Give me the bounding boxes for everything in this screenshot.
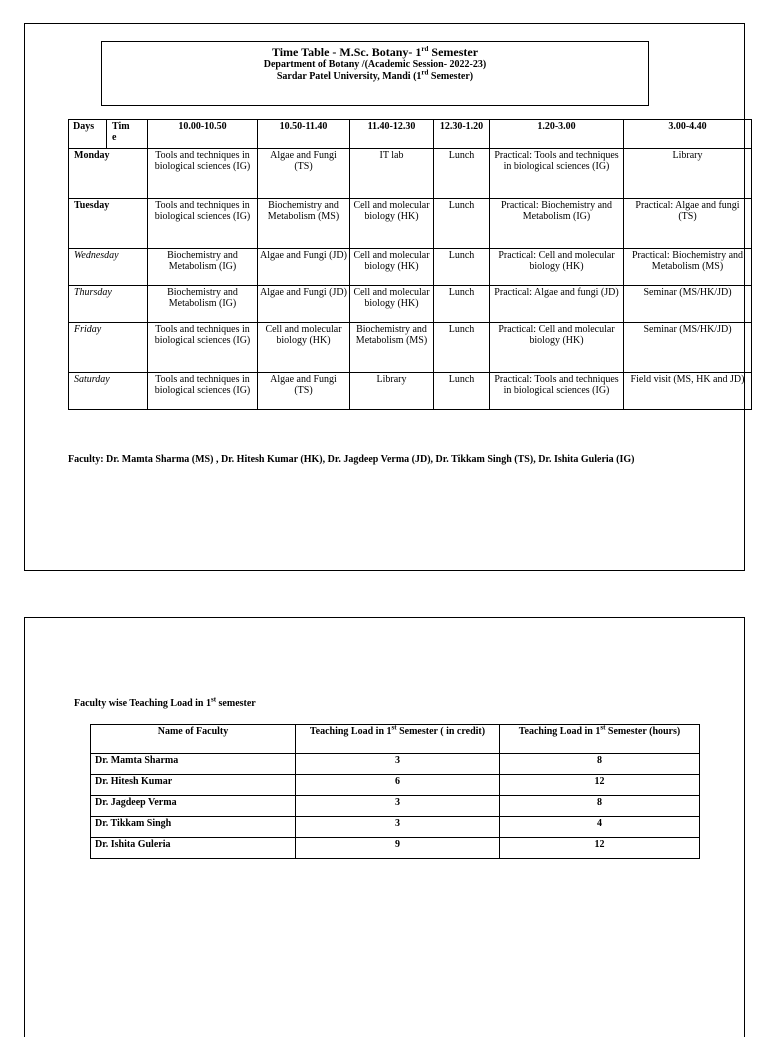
hours-cell: 12 (500, 838, 700, 859)
slot-header: 3.00-4.40 (624, 120, 752, 149)
class-cell: Practical: Algae and fungi (JD) (490, 286, 624, 323)
table-row (91, 775, 700, 796)
hours-cell: 8 (500, 796, 700, 817)
faculty-name-cell: Dr. Hitesh Kumar (91, 775, 296, 796)
class-cell: Seminar (MS/HK/JD) (624, 286, 752, 323)
class-cell: Field visit (MS, HK and JD) (624, 373, 752, 410)
table-row (91, 754, 700, 775)
class-cell: Lunch (434, 373, 490, 410)
hours-cell: 4 (500, 817, 700, 838)
class-cell: Practical: Tools and techniques in biological sciences (IG) (490, 149, 624, 199)
hours-cell: 12 (500, 775, 700, 796)
class-cell: Cell and molecular biology (HK) (350, 286, 434, 323)
time-label: Time (112, 121, 130, 143)
class-cell: Lunch (434, 286, 490, 323)
slot-header: 12.30-1.20 (434, 120, 490, 149)
class-cell: Lunch (434, 249, 490, 286)
class-cell: Tools and techniques in biological sciences (IG) (148, 149, 258, 199)
credit-cell: 9 (296, 838, 500, 859)
table-row (69, 323, 752, 373)
class-cell: Tools and techniques in biological sciences (IG) (148, 199, 258, 249)
class-cell: Algae and Fungi (TS) (258, 373, 350, 410)
class-cell: Biochemistry and Metabolism (MS) (258, 199, 350, 249)
teaching-load-title: Faculty wise Teaching Load in 1st semester (74, 695, 256, 709)
faculty-name-header: Name of Faculty (91, 725, 296, 754)
class-cell: Practical: Algae and fungi (TS) (624, 199, 752, 249)
day-cell: Friday (69, 323, 148, 373)
table-row (91, 817, 700, 838)
credit-cell: 3 (296, 796, 500, 817)
table-row (91, 796, 700, 817)
faculty-name-cell: Dr. Ishita Guleria (91, 838, 296, 859)
class-cell: Library (350, 373, 434, 410)
timetable (68, 119, 752, 410)
table-row (69, 373, 752, 410)
credit-cell: 3 (296, 754, 500, 775)
slot-header: 10.00-10.50 (148, 120, 258, 149)
faculty-name-cell: Dr. Tikkam Singh (91, 817, 296, 838)
hours-load-header: Teaching Load in 1st Semester (hours) (500, 725, 700, 754)
class-cell: IT lab (350, 149, 434, 199)
hours-cell: 8 (500, 754, 700, 775)
credit-cell: 6 (296, 775, 500, 796)
table-row (69, 149, 752, 199)
class-cell: Algae and Fungi (TS) (258, 149, 350, 199)
teaching-load-table (90, 724, 700, 859)
university-line: Sardar Patel University, Mandi (1rd Semester) (276, 68, 474, 82)
table-row (91, 838, 700, 859)
class-cell: Lunch (434, 323, 490, 373)
table-row (69, 249, 752, 286)
class-cell: Practical: Biochemistry and Metabolism (MS) (624, 249, 752, 286)
class-cell: Biochemistry and Metabolism (IG) (148, 249, 258, 286)
class-cell: Cell and molecular biology (HK) (258, 323, 350, 373)
corner-divider (106, 120, 107, 148)
days-label: Days (73, 121, 95, 132)
table-row (69, 286, 752, 323)
class-cell: Practical: Tools and techniques in biological sciences (IG) (490, 373, 624, 410)
class-cell: Lunch (434, 149, 490, 199)
faculty-name-cell: Dr. Mamta Sharma (91, 754, 296, 775)
credit-cell: 3 (296, 817, 500, 838)
day-cell: Saturday (69, 373, 148, 410)
class-cell: Practical: Cell and molecular biology (HK) (490, 323, 624, 373)
class-cell: Biochemistry and Metabolism (IG) (148, 286, 258, 323)
class-cell: Algae and Fungi (JD) (258, 286, 350, 323)
class-cell: Tools and techniques in biological sciences (IG) (148, 373, 258, 410)
class-cell: Practical: Biochemistry and Metabolism (IG) (490, 199, 624, 249)
class-cell: Cell and molecular biology (HK) (350, 199, 434, 249)
department-line: Department of Botany /(Academic Session- 2022-23) (263, 59, 487, 70)
class-cell: Practical: Cell and molecular biology (HK) (490, 249, 624, 286)
day-cell: Thursday (69, 286, 148, 323)
load-header-row (91, 725, 700, 754)
class-cell: Biochemistry and Metabolism (MS) (350, 323, 434, 373)
class-cell: Tools and techniques in biological sciences (IG) (148, 323, 258, 373)
slot-header: 11.40-12.30 (350, 120, 434, 149)
class-cell: Lunch (434, 199, 490, 249)
timetable-title-box (101, 41, 649, 106)
class-cell: Cell and molecular biology (HK) (350, 249, 434, 286)
slot-header: 10.50-11.40 (258, 120, 350, 149)
credit-load-header: Teaching Load in 1st Semester ( in credit) (296, 725, 500, 754)
timetable-corner-cell (69, 120, 148, 149)
day-cell: Tuesday (69, 199, 148, 249)
class-cell: Seminar (MS/HK/JD) (624, 323, 752, 373)
faculty-name-cell: Dr. Jagdeep Verma (91, 796, 296, 817)
slot-header: 1.20-3.00 (490, 120, 624, 149)
day-cell: Wednesday (69, 249, 148, 286)
faculty-legend: Faculty: Dr. Mamta Sharma (MS) , Dr. Hitesh Kumar (HK), Dr. Jagdeep Verma (JD), Dr. Tikkam Singh (TS), Dr. Ishita Guleria (IG) (68, 454, 635, 465)
class-cell: Algae and Fungi (JD) (258, 249, 350, 286)
day-cell: Monday (69, 149, 148, 199)
class-cell: Library (624, 149, 752, 199)
timetable-title: Time Table - M.Sc. Botany- 1rd Semester (271, 45, 479, 59)
table-row (69, 199, 752, 249)
timetable-header-row (69, 120, 752, 149)
